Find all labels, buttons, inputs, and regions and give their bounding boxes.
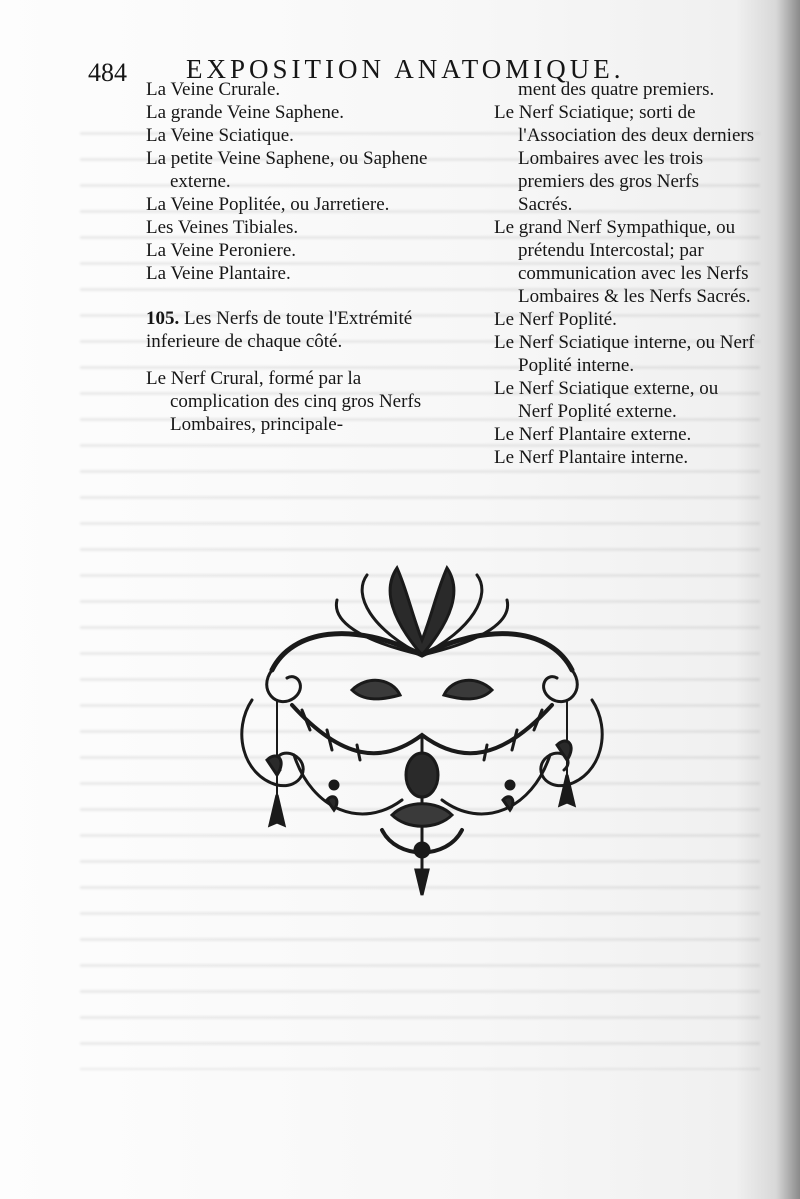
left-column	[146, 78, 428, 436]
vein-entry: La Veine Plantaire.	[146, 263, 291, 284]
nerve-entry: Le Nerf Sciatique; sorti de l'Association des deux derniers Lombaires avec les trois premiers des gros Nerfs Sacrés.	[494, 102, 755, 215]
vein-entry: La Veine Sciatique.	[146, 125, 294, 146]
vein-entry: La grande Veine Saphene.	[146, 102, 345, 123]
vein-entry: La petite Veine Saphene, ou Saphene externe.	[146, 148, 428, 192]
vein-entry: La Veine Poplitée, ou Jarretiere.	[146, 194, 390, 215]
nerve-entry: Le Nerf Sciatique externe, ou Nerf Poplité externe.	[494, 378, 719, 422]
continuation-line: ment des quatre premiers.	[518, 79, 715, 100]
nerve-entry: Le Nerf Crural, formé par la complication des cinq gros Nerfs Lombaires, principale-	[146, 368, 422, 435]
nerve-entry: Le Nerf Plantaire externe.	[494, 424, 692, 445]
vein-entry: La Veine Peroniere.	[146, 240, 297, 261]
right-column	[494, 78, 756, 469]
baroque-scroll-ornament-icon	[232, 560, 612, 900]
nerve-entry: Le Nerf Poplité.	[494, 309, 617, 330]
nerve-entry: Le grand Nerf Sympathique, ou prétendu Intercostal; par communication avec les Nerfs Lombaires & les Nerfs Sacrés.	[494, 217, 751, 307]
running-title: EXPOSITION ANATOMIQUE.	[186, 54, 625, 84]
section-title: Les Nerfs de toute l'Extrémité inferieure de chaque côté.	[146, 308, 413, 352]
vein-entry: Les Veines Tibiales.	[146, 217, 299, 238]
nerve-entry: Le Nerf Plantaire interne.	[494, 447, 689, 468]
page-number: 484	[88, 58, 127, 87]
nerve-entry: Le Nerf Sciatique interne, ou Nerf Poplité interne.	[494, 332, 755, 376]
vein-entry: La Veine Crurale.	[146, 79, 281, 100]
section-heading	[146, 307, 428, 353]
section-number: 105.	[146, 308, 180, 329]
